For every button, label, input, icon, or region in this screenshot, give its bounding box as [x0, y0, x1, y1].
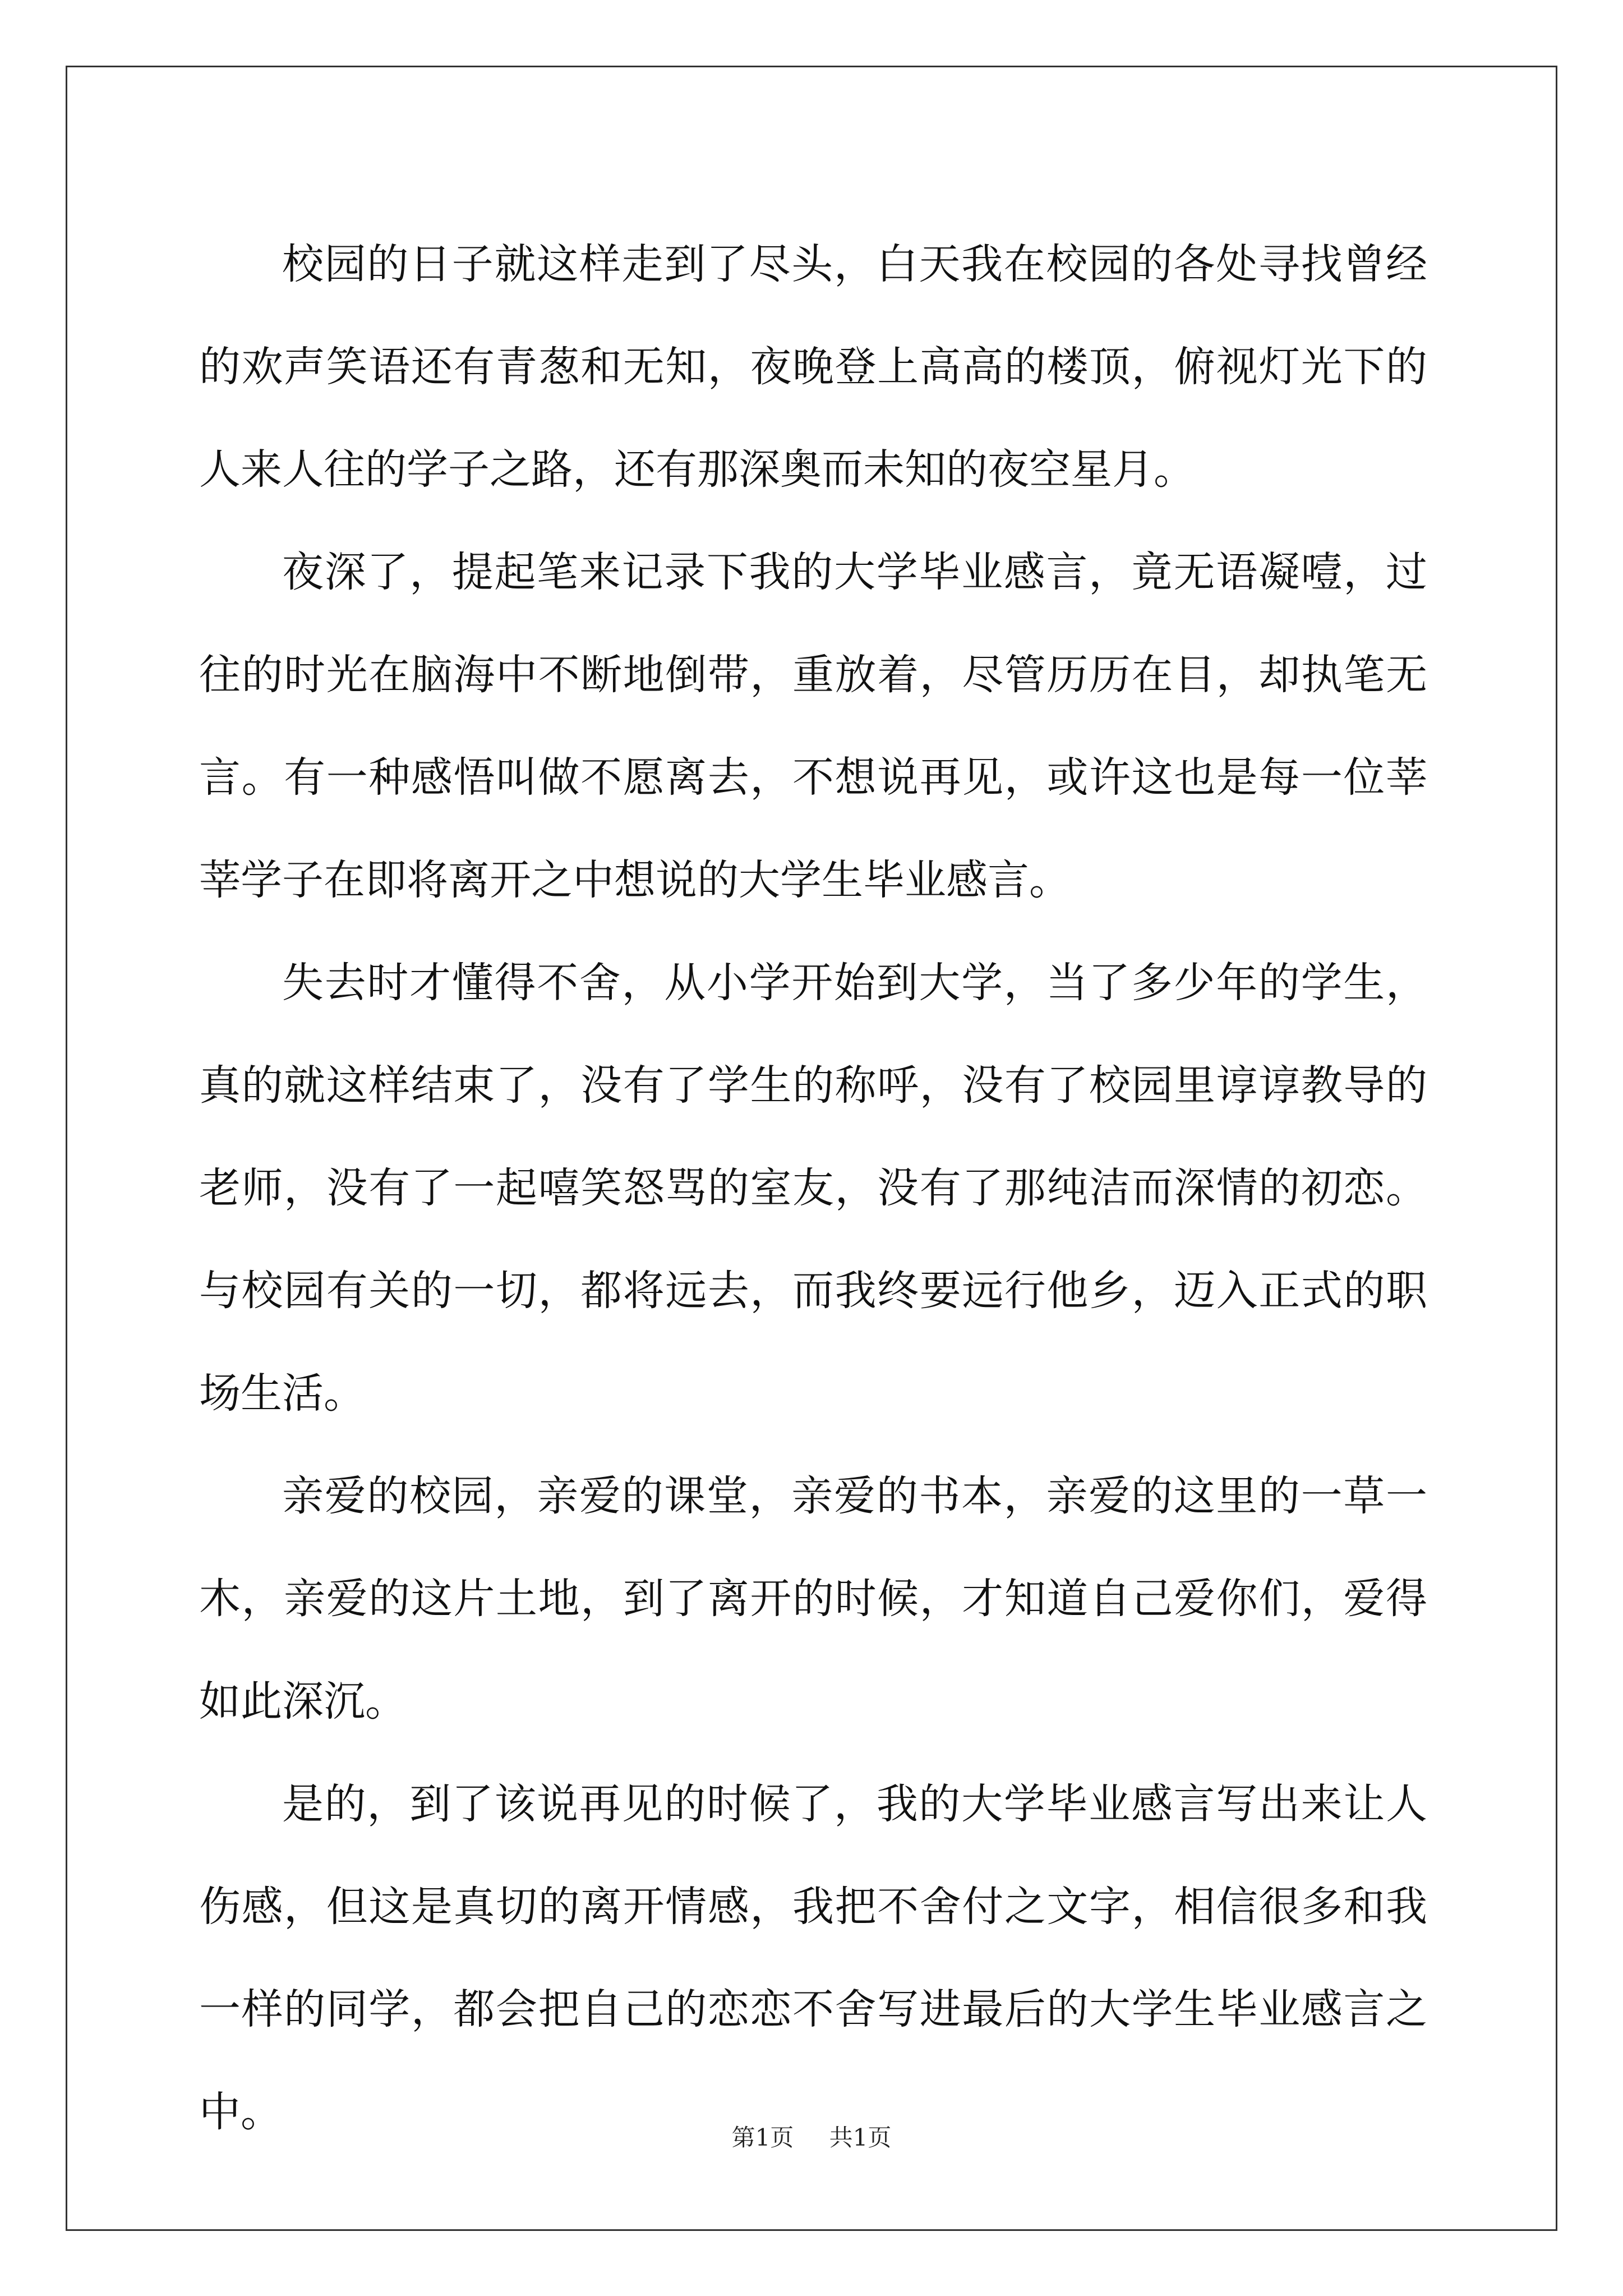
document-body: [199, 213, 1427, 2164]
paragraph: 校园的日子就这样走到了尽头，白天我在校园的各处寻找曾经的欢声笑语还有青葱和无知，夜晚登上高高的楼顶，俯视灯光下的人来人往的学子之路，还有那深奥而未知的夜空星月。: [199, 240, 1427, 494]
page-number-total: 共1页: [829, 2124, 892, 2151]
page-number-current: 第1页: [731, 2124, 794, 2151]
paragraph: 是的，到了该说再见的时候了，我的大学毕业感言写出来让人伤感，但这是真切的离开情感，我把不舍付之文字，相信很多和我一样的同学，都会把自己的恋恋不舍写进最后的大学生毕业感言之中。: [199, 1780, 1427, 2136]
paragraph: 夜深了，提起笔来记录下我的大学毕业感言，竟无语凝噎，过往的时光在脑海中不断地倒带，重放着，尽管历历在目，却执笔无言。有一种感悟叫做不愿离去，不想说再见，或许这也是每一位莘莘学子在即将离开之中想说的大学生毕业感言。: [199, 548, 1427, 904]
page-footer: [0, 2119, 1623, 2153]
paragraph: 亲爱的校园，亲爱的课堂，亲爱的书本，亲爱的这里的一草一木，亲爱的这片土地，到了离开的时候，才知道自己爱你们，爱得如此深沉。: [199, 1472, 1427, 1726]
paragraph: 失去时才懂得不舍，从小学开始到大学，当了多少年的学生，真的就这样结束了，没有了学生的称呼，没有了校园里谆谆教导的老师，没有了一起嘻笑怒骂的室友，没有了那纯洁而深情的初恋。与校园有关的一切，都将远去，而我终要远行他乡，迈入正式的职场生活。: [199, 959, 1427, 1418]
